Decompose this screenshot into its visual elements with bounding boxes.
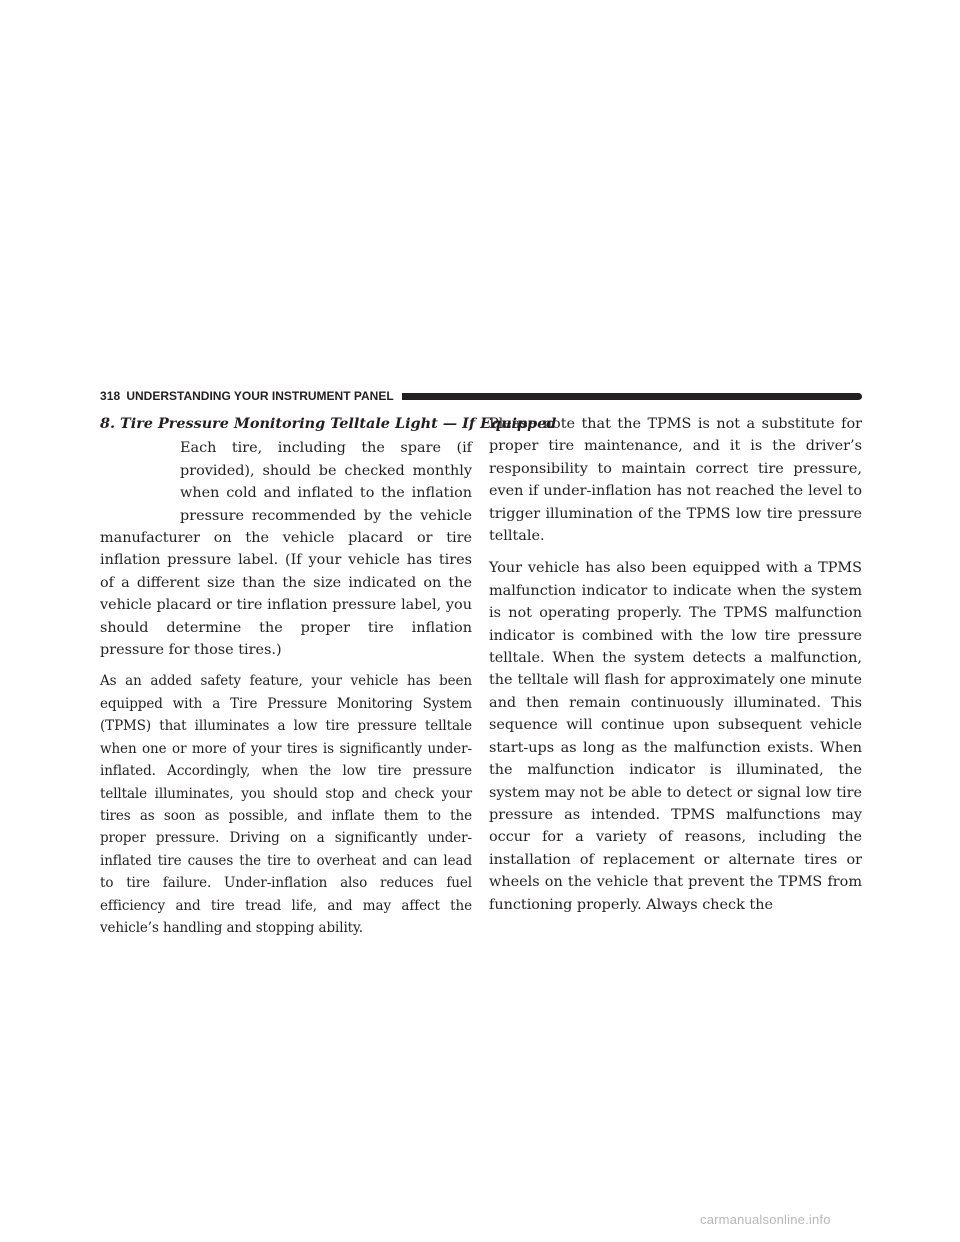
header-rule — [402, 393, 862, 400]
left-paragraph-2: As an added safety feature, your vehicle has been equipped with a Tire Pressure Monitoring System (TPMS) that illuminates a low tire pressure telltale when one or more of your tires is significantly under-inflated. Accordingly, when the low tire pressure telltale illuminates, you should stop and check your tires as soon as possible, and inflate them to the proper pressure. Driving on a significantly under-inflated tire causes the tire to overheat and can lead to tire failure. Under-inflation also reduces fuel efficiency and tire tread life, and may affect the vehicle’s handling and stopping ability. — [100, 673, 472, 936]
right-paragraph-2: Your vehicle has also been equipped with a TPMS malfunction indicator to indicate when the system is not operating properly. The TPMS malfunction indicator is combined with the low tire pressure telltale. When the system detects a malfunction, the telltale will flash for approximately one minute and then remain continuously illuminated. This sequence will continue upon subsequent vehicle start-ups as long as the malfunction exists. When the malfunction indicator is illuminated, the system may not be able to detect or signal low tire pressure as intended. TPMS malfunctions may occur for a variety of reasons, including the installation of replacement or alternate tires or wheels on the vehicle that prevent the TPMS from functioning properly. Always check the — [489, 560, 862, 913]
telltale-icon-space — [100, 437, 178, 521]
left-paragraph-1: Each tire, including the spare (if provided), should be checked monthly when cold and inflated to the inflation pressure recommended by the vehicle manufacturer on the vehicle placard or tire inflation pressure label. (If your vehicle has tires of a different size than the size indicated on the vehicle placard or tire inflation pressure label, you should determine the proper tire inflation pressure for those tires.) — [100, 440, 472, 659]
item-heading: 8. Tire Pressure Monitoring Telltale Light — If Equipped — [100, 415, 557, 432]
lead-block — [100, 437, 472, 661]
right-paragraph-1: Please note that the TPMS is not a substitute for proper tire maintenance, and it is the driver’s responsibility to maintain correct tire pressure, even if under-inflation has not reached the level to trigger illumination of the TPMS low tire pressure telltale. — [489, 416, 862, 545]
right-column — [489, 413, 862, 926]
left-column — [100, 413, 557, 948]
page-header — [100, 386, 862, 406]
watermark: carmanualsonline.info — [700, 1212, 831, 1227]
section-title: UNDERSTANDING YOUR INSTRUMENT PANEL — [126, 389, 394, 403]
page-number: 318 — [100, 389, 121, 403]
